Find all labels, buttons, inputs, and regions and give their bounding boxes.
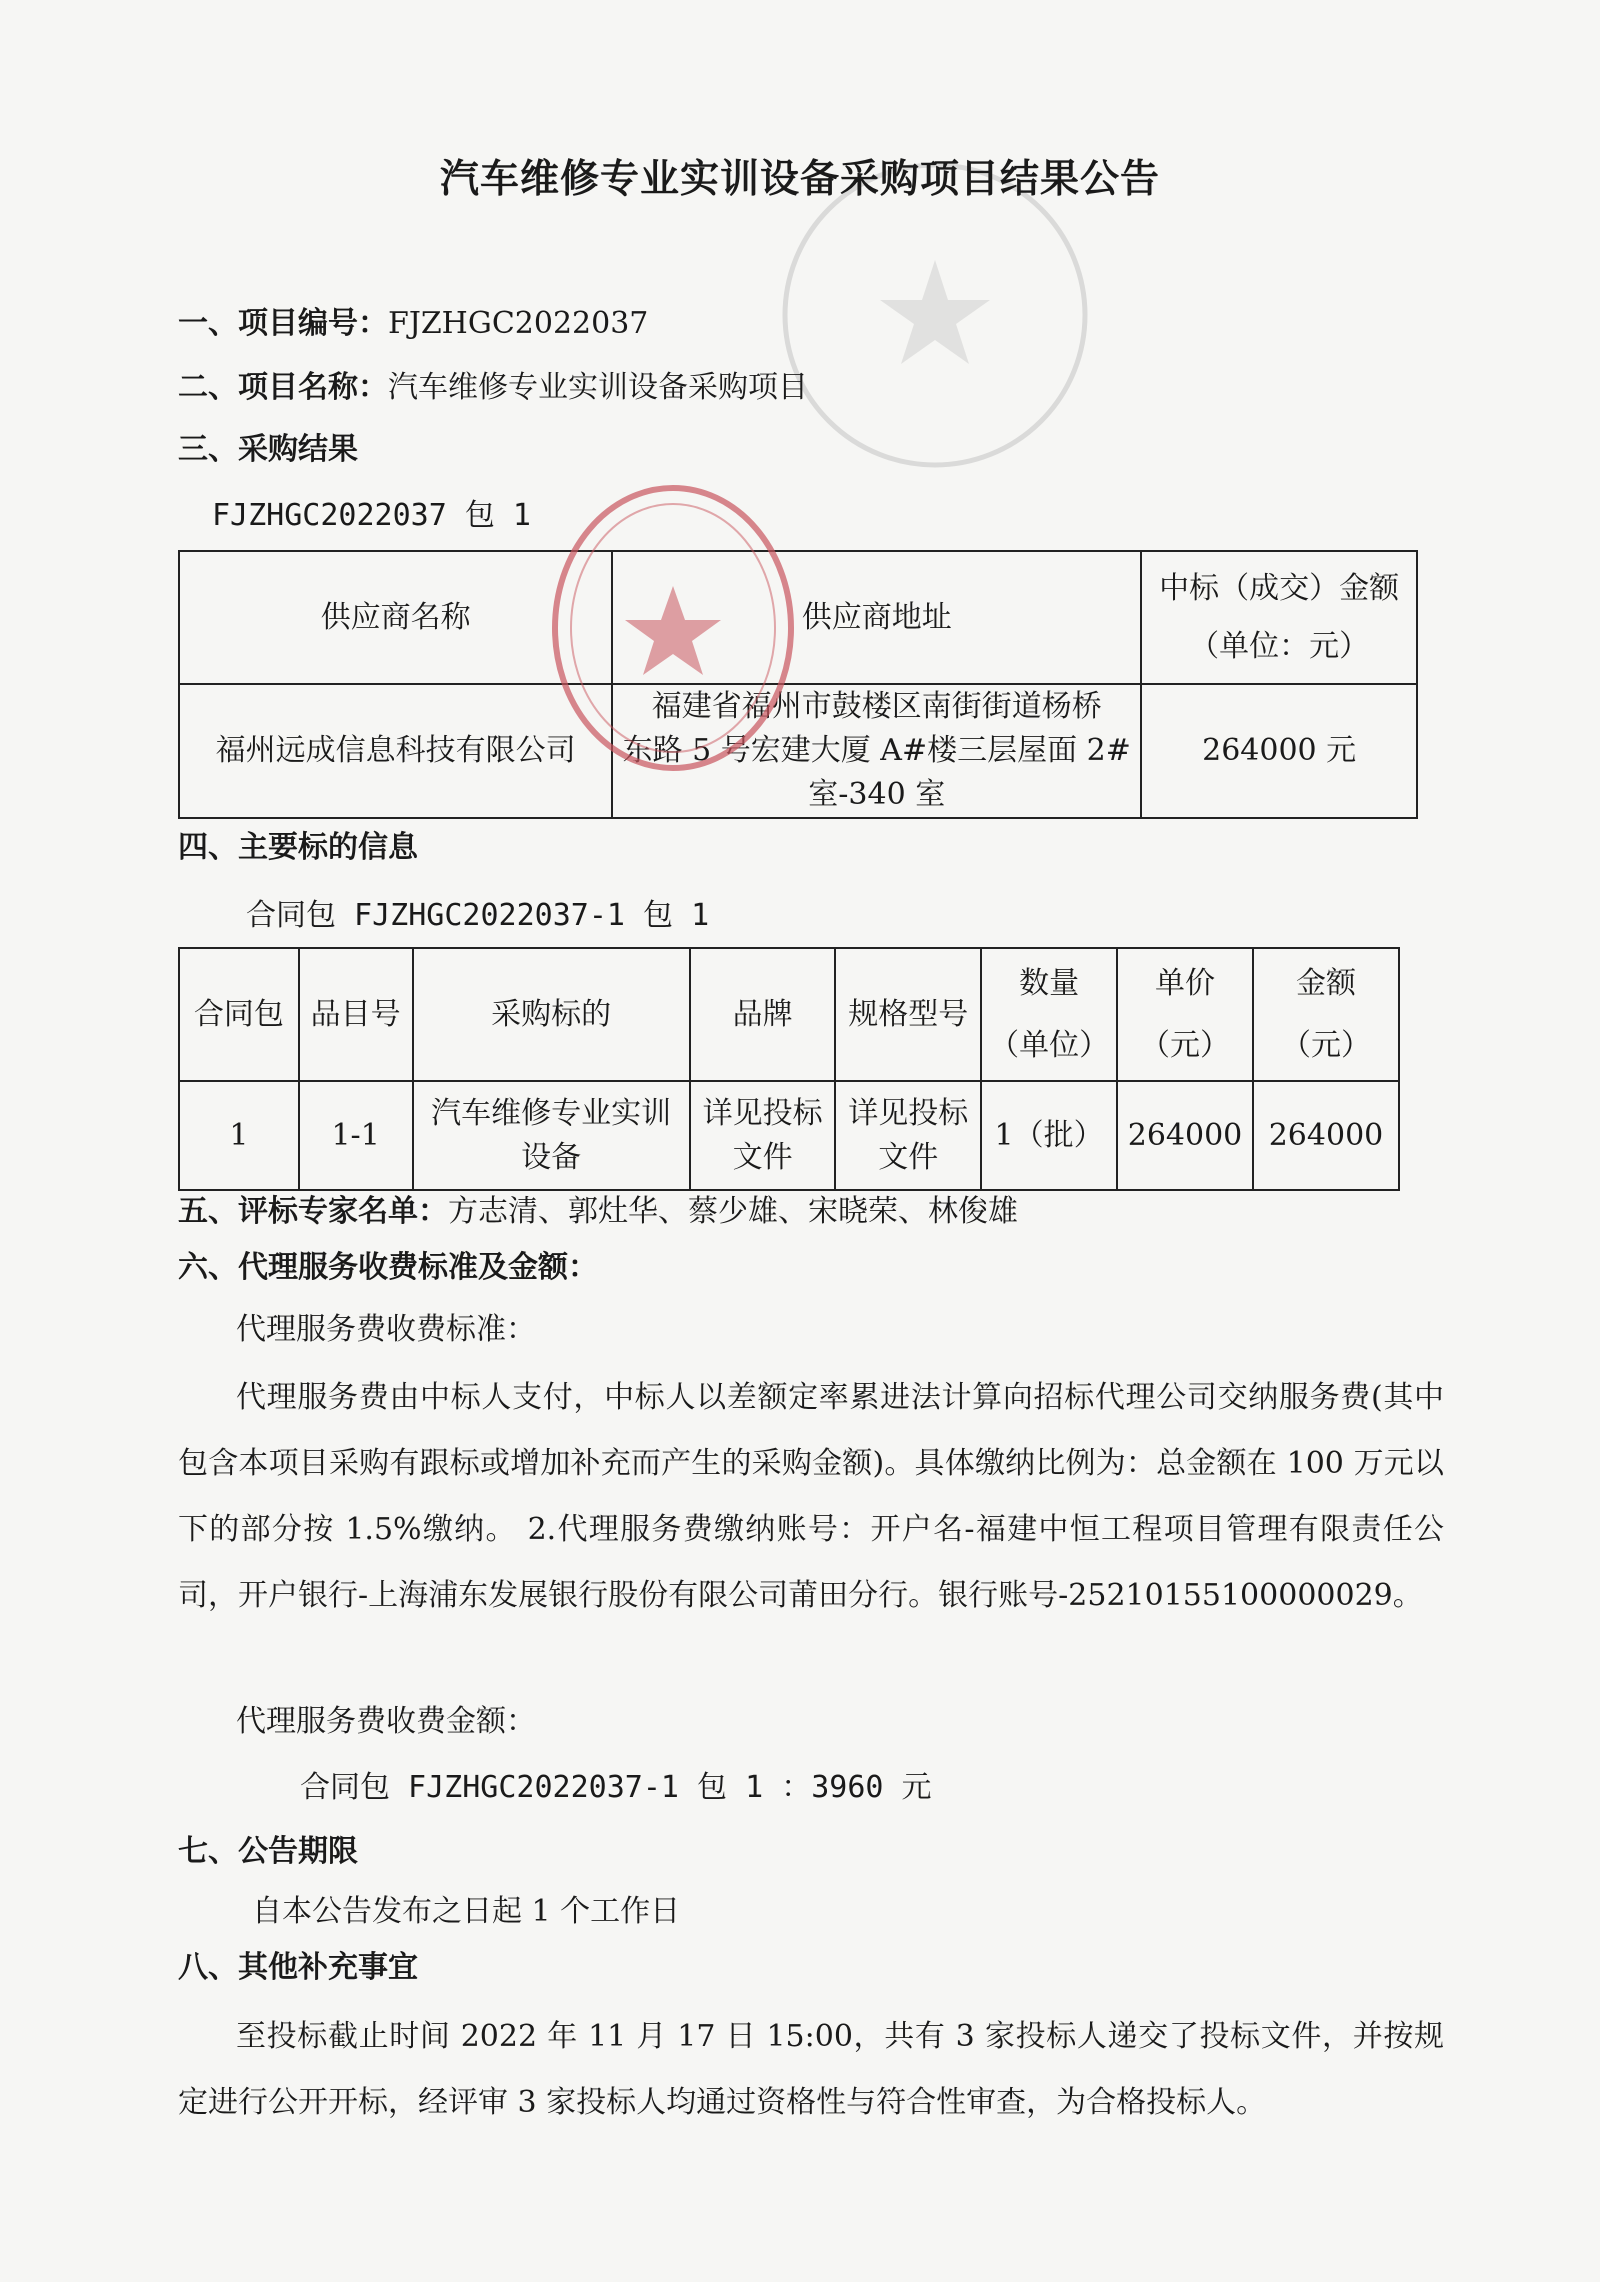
fee-standard-paragraph: 代理服务费由中标人支付，中标人以差额定率累进法计算向招标代理公司交纳服务费(其中包含本项目采购有跟标或增加补充而产生的采购金额)。具体缴纳比例为：总金额在 100 万元以下的部分按 1.5%缴纳。 2.代理服务费缴纳账号：开户名-福建中恒工程项目管理有限责任公司，开户银行-上海浦东发展银行股份有限公司莆田分行。银行账号-25210155100000029。 [178, 1380, 1444, 1613]
page-title: 汽车维修专业实训设备采购项目结果公告 [439, 157, 1160, 202]
other-matters-paragraph: 至投标截止时间 2022 年 11 月 17 日 15:00，共有 3 家投标人递交了投标文件，并按规定进行公开开标，经评审 3 家投标人均通过资格性与符合性审查，为合格投标人。 [178, 2019, 1444, 2120]
cell-total: 264000 [1253, 1081, 1399, 1190]
item-table [178, 947, 1400, 1191]
header-brand: 品牌 [690, 948, 836, 1081]
section-project-name: 二、项目名称：汽车维修专业实训设备采购项目 [178, 370, 808, 405]
header-total: 金额 （元） [1253, 948, 1399, 1081]
section-project-number: 一、项目编号：FJZHGC2022037 [178, 306, 649, 341]
cell-brand: 详见投标 文件 [690, 1081, 836, 1190]
package-label: FJZHGC2022037 包 1 [212, 498, 531, 533]
fee-amount-label: 代理服务费收费金额： [236, 1704, 536, 1739]
section-main-subject: 四、主要标的信息 [178, 830, 418, 865]
fee-standard-label: 代理服务费收费标准： [236, 1312, 536, 1347]
cell-contract-package: 1 [179, 1081, 299, 1190]
cell-subject: 汽车维修专业实训 设备 [413, 1081, 690, 1190]
cell-award-amount: 264000 元 [1141, 684, 1417, 818]
notice-period-text: 自本公告发布之日起 1 个工作日 [252, 1894, 681, 1929]
header-item-number: 品目号 [299, 948, 413, 1081]
section-experts: 五、评标专家名单：方志清、郭灶华、蔡少雄、宋晓荣、林俊雄 [178, 1194, 1018, 1229]
fee-amount-line: 合同包 FJZHGC2022037-1 包 1 ：3960 元 [300, 1770, 932, 1805]
section-agency-fee: 六、代理服务收费标准及金额： [178, 1250, 598, 1285]
cell-unit-price: 264000 [1117, 1081, 1253, 1190]
section-notice-period: 七、公告期限 [178, 1834, 358, 1869]
header-contract-package: 合同包 [179, 948, 299, 1081]
section-procurement-result: 三、采购结果 [178, 432, 358, 467]
section-other-matters: 八、其他补充事宜 [178, 1950, 418, 1985]
header-spec: 规格型号 [835, 948, 981, 1081]
header-supplier-address: 供应商地址 [612, 551, 1141, 684]
header-unit-price: 单价 （元） [1117, 948, 1253, 1081]
cell-supplier-name: 福州远成信息科技有限公司 [179, 684, 612, 818]
header-quantity: 数量 （单位） [981, 948, 1117, 1081]
result-table [178, 550, 1418, 819]
official-seal [548, 478, 798, 778]
cell-supplier-address: 福建省福州市鼓楼区南街街道杨桥 东路 5 号宏建大厦 A#楼三层屋面 2# 室-340 室 [612, 684, 1141, 818]
contract-package-label: 合同包 FJZHGC2022037-1 包 1 [246, 898, 710, 933]
header-award-amount: 中标（成交）金额 （单位：元） [1141, 551, 1417, 684]
cell-quantity: 1（批） [981, 1081, 1117, 1190]
header-supplier-name: 供应商名称 [179, 551, 612, 684]
cell-spec: 详见投标 文件 [835, 1081, 981, 1190]
header-subject: 采购标的 [413, 948, 690, 1081]
cell-item-number: 1-1 [299, 1081, 413, 1190]
